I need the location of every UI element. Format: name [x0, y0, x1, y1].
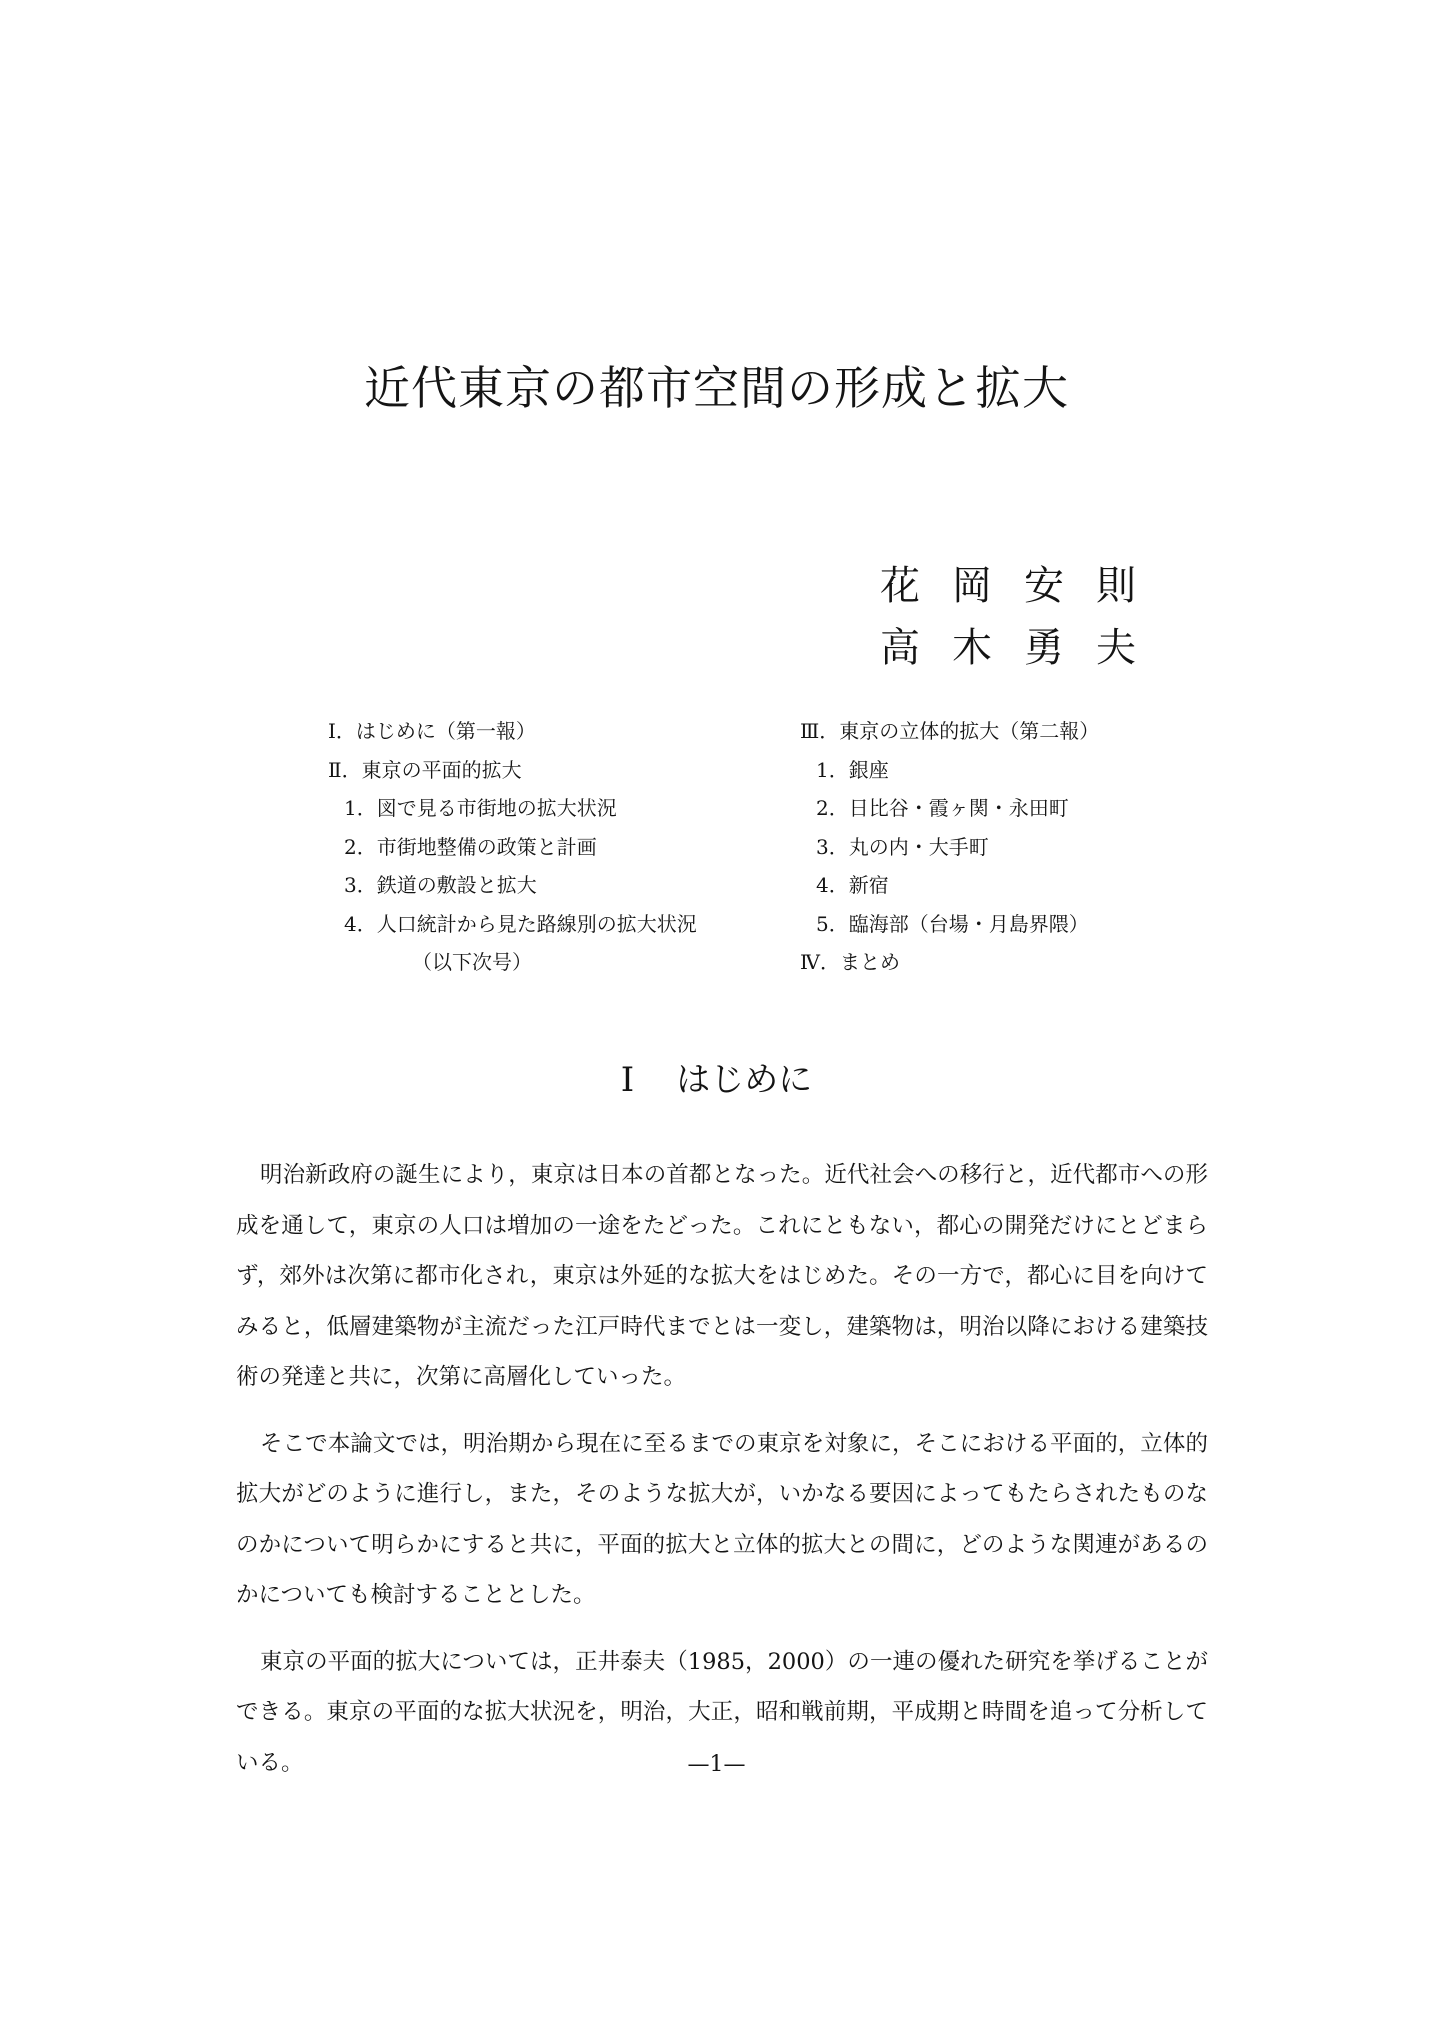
table-of-contents-left — [328, 712, 697, 982]
toc-item: 4．新宿 — [816, 873, 889, 897]
table-of-contents-right — [800, 712, 1099, 982]
section-body — [236, 1150, 1208, 1804]
author-name: 高木勇夫 — [880, 625, 1168, 671]
toc-item: Ⅱ．東京の平面的拡大 — [328, 757, 522, 782]
toc-item: 1．図で見る市街地の拡大状況 — [344, 796, 617, 820]
toc-item: 1．銀座 — [816, 757, 889, 782]
toc-item: 2．市街地整備の政策と計画 — [344, 834, 597, 859]
author-name: 花岡安則 — [880, 563, 1168, 609]
author-block — [880, 555, 1168, 679]
section-heading — [0, 1052, 1433, 1101]
page-number: —1— — [687, 1752, 746, 1777]
toc-item: 3．丸の内・大手町 — [816, 834, 989, 859]
toc-item: Ⅲ．東京の立体的拡大（第二報） — [800, 719, 1100, 743]
section-title: はじめに — [676, 1060, 813, 1100]
paper-title: 近代東京の都市空間の形成と拡大 — [364, 361, 1069, 415]
toc-note: （以下次号） — [412, 950, 532, 974]
section-number: Ⅰ — [620, 1060, 635, 1100]
toc-item: 2．日比谷・霞ヶ関・永田町 — [816, 796, 1069, 820]
toc-item: Ⅰ．はじめに（第一報） — [328, 719, 536, 743]
paragraph: 明治新政府の誕生により，東京は日本の首都となった。近代社会への移行と，近代都市への形成を通して，東京の人口は増加の一途をたどった。これにともない，都心の開発だけにとどまらず，郊外は次第に都市化され，東京は外延的な拡大をはじめた。その一方で，都心に目を向けてみると，低層建築物が主流だった江戸時代までとは一変し，建築物は，明治以降における建築技術の発達と共に，次第に高層化していった。 — [236, 1162, 1208, 1390]
paragraph: 東京の平面的拡大については，正井泰夫（1985，2000）の一連の優れた研究を挙げることができる。東京の平面的な拡大状況を，明治，大正，昭和戦前期，平成期と時間を追って分析している。 — [236, 1648, 1208, 1776]
paragraph: そこで本論文では，明治期から現在に至るまでの東京を対象に，そこにおける平面的，立体的拡大がどのように進行し，また，そのような拡大が，いかなる要因によってもたらされたものなのかについて明らかにすると共に，平面的拡大と立体的拡大との間に，どのような関連があるのかについても検討することとした。 — [236, 1430, 1208, 1608]
toc-item: 5．臨海部（台場・月島界隈） — [816, 911, 1089, 936]
toc-item: 3．鉄道の敷設と拡大 — [344, 873, 537, 897]
toc-item: Ⅳ．まとめ — [800, 950, 900, 974]
toc-item: 4．人口統計から見た路線別の拡大状況 — [344, 911, 697, 936]
